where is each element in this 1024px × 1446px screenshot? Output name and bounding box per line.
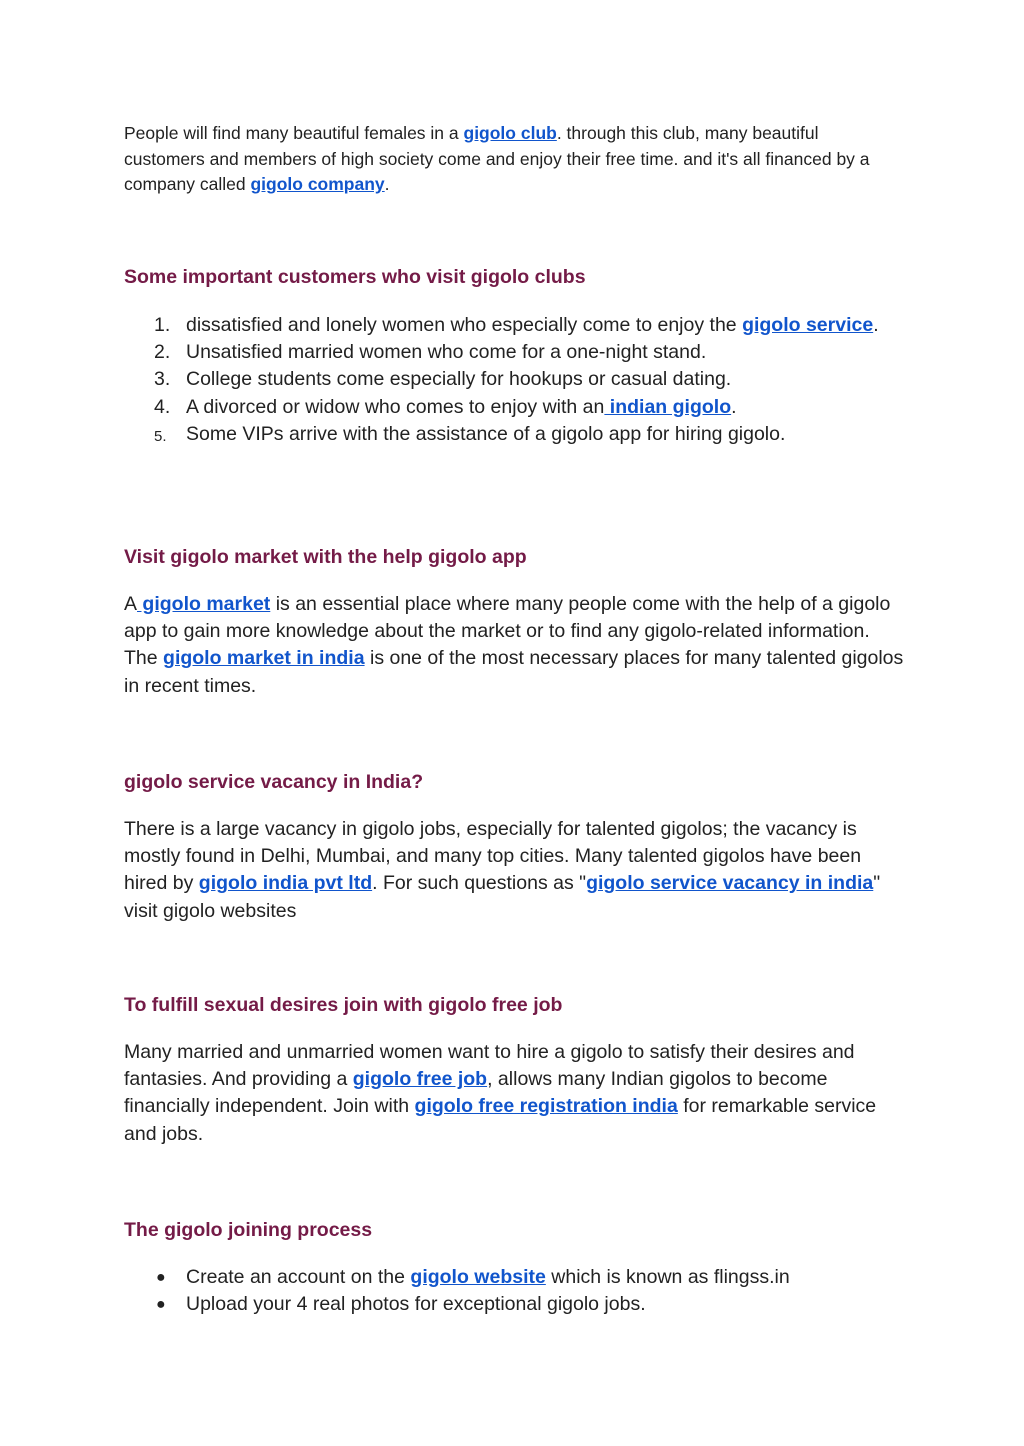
list-item-text: dissatisfied and lonely women who especially come to enjoy the [186, 314, 743, 336]
list-item [124, 1264, 904, 1291]
section-heading-vacancy: gigolo service vacancy in India? [124, 771, 424, 793]
list-item [124, 339, 904, 366]
list-item-text: Some VIPs arrive with the assistance of a gigolo app for hiring gigolo. [186, 422, 786, 445]
list-marker: 5. [154, 427, 167, 445]
text: . [384, 174, 390, 194]
vacancy-paragraph [124, 816, 904, 925]
text: . For such questions as " [372, 872, 587, 895]
section-heading-joining: The gigolo joining process [124, 1219, 373, 1241]
list-item-text: which is known as flingss.in [545, 1266, 790, 1288]
list-item-text: . [731, 395, 737, 418]
indian-gigolo-link[interactable]: indian gigolo [604, 395, 732, 418]
list-item [124, 394, 904, 421]
list-item [124, 312, 904, 339]
gigolo-free-job-link[interactable]: gigolo free job [352, 1068, 488, 1091]
free-job-paragraph [124, 1039, 904, 1148]
market-paragraph [124, 591, 904, 700]
gigolo-club-link[interactable]: gigolo club [463, 123, 557, 143]
text: for remarkable service and jobs. [124, 1095, 877, 1145]
section-heading-customers: Some important customers who visit gigolo clubs [124, 266, 586, 288]
list-marker: 1. [154, 314, 171, 336]
gigolo-service-vacancy-link[interactable]: gigolo service vacancy in india [586, 872, 874, 895]
gigolo-service-link[interactable]: gigolo service [742, 314, 874, 336]
text: is one of the most necessary places for many talented gigolos in recent times. [124, 647, 904, 697]
list-item-text: Upload your 4 real photos for exceptional gigolo jobs. [186, 1293, 646, 1316]
text: A [124, 593, 138, 615]
gigolo-company-link[interactable]: gigolo company [250, 174, 385, 194]
intro-paragraph [124, 121, 904, 198]
list-item-text: . [873, 314, 879, 336]
text: There is a large vacancy in gigolo jobs, especially for talented gigolos; the vacancy is mostly found in Delhi, Mumbai, and many top cities. Many talented gigolos have been hired by [124, 818, 862, 895]
list-item [124, 421, 904, 448]
text: , allows many Indian gigolos to become financially independent. Join with [124, 1068, 828, 1118]
gigolo-market-in-india-link[interactable]: gigolo market in india [163, 647, 365, 670]
list-marker: 3. [154, 368, 171, 391]
bullet-icon: ● [156, 1296, 166, 1314]
gigolo-free-registration-link[interactable]: gigolo free registration india [414, 1095, 678, 1118]
customers-list [124, 312, 904, 448]
text: " visit gigolo websites [124, 872, 881, 922]
section-heading-market: Visit gigolo market with the help gigolo app [124, 546, 527, 568]
gigolo-india-pvt-ltd-link[interactable]: gigolo india pvt ltd [198, 872, 373, 895]
list-item-text: Create an account on the [186, 1266, 411, 1288]
text: Many married and unmarried women want to hire a gigolo to satisfy their desires and fantasies. And providing a [124, 1041, 855, 1091]
list-item-text: A divorced or widow who comes to enjoy with an [186, 395, 605, 418]
gigolo-market-link[interactable]: gigolo market [137, 593, 271, 615]
list-marker: 2. [154, 341, 171, 364]
text: People will find many beautiful females in a [124, 123, 464, 143]
bullet-icon: ● [156, 1269, 166, 1286]
list-item [124, 366, 904, 393]
list-marker: 4. [154, 395, 171, 418]
list-item [124, 1291, 904, 1318]
gigolo-website-link[interactable]: gigolo website [410, 1266, 546, 1288]
list-item-text: College students come especially for hookups or casual dating. [186, 368, 732, 391]
list-item-text: Unsatisfied married women who come for a one-night stand. [186, 341, 707, 364]
text: is an essential place where many people come with the help of a gigolo app to gain more knowledge about the market or to find any gigolo-related information. The [124, 593, 891, 670]
section-heading-free-job: To fulfill sexual desires join with gigolo free job [124, 994, 563, 1016]
text: . through this club, many beautiful customers and members of high society come and enjoy their free time. and it's all financed by a company called [124, 123, 870, 194]
joining-steps-list [124, 1264, 904, 1318]
